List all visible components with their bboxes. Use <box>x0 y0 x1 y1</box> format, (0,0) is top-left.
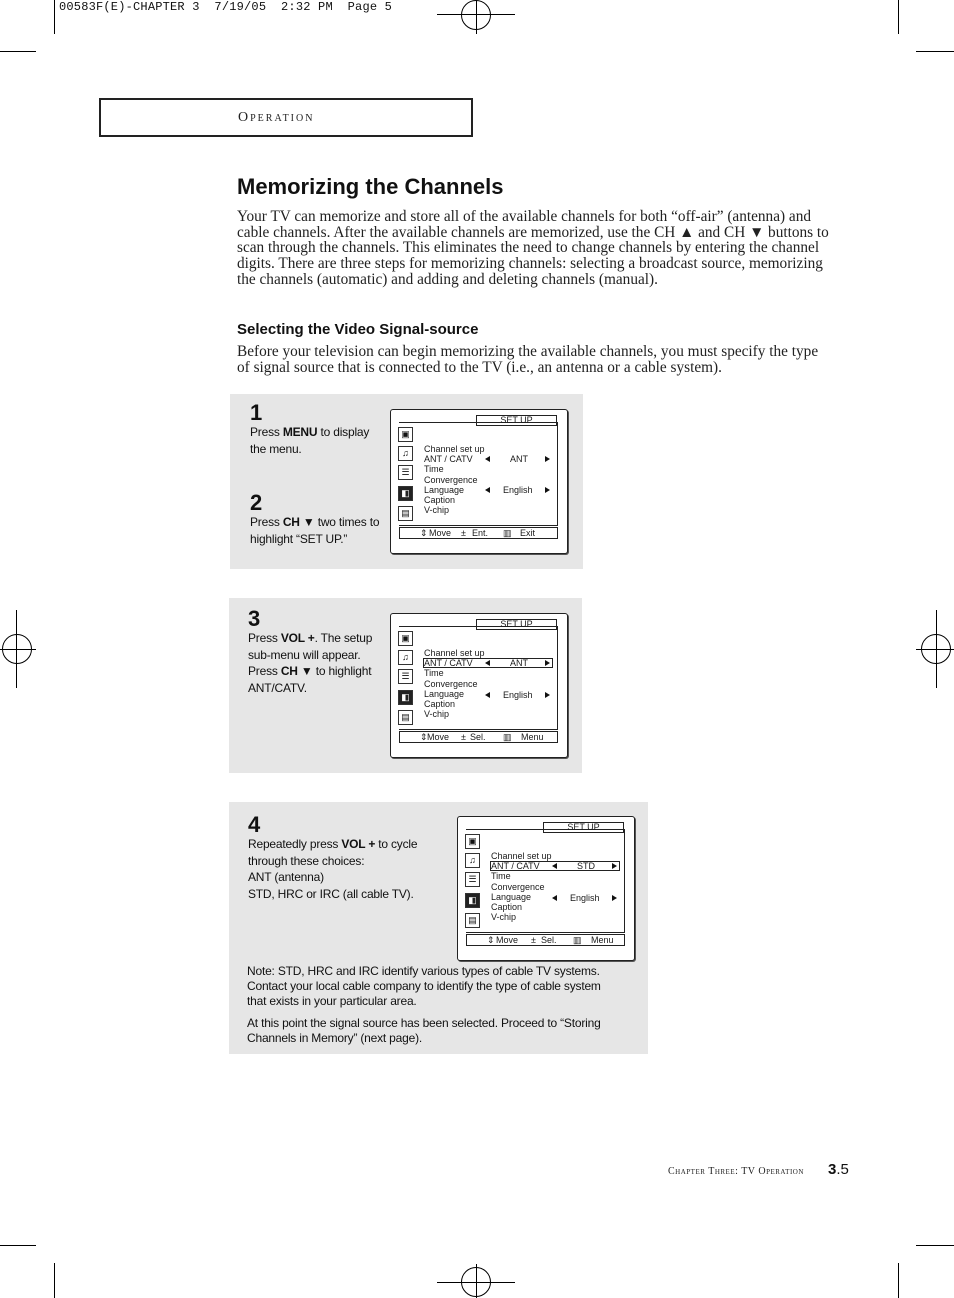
crop-mark <box>916 1245 954 1246</box>
arrow-left-icon <box>485 692 490 698</box>
arrow-right-icon <box>545 487 550 493</box>
crop-mark <box>54 0 55 34</box>
menu-list <box>424 444 485 515</box>
crop-mark <box>0 1245 36 1246</box>
menu-item: Time <box>491 871 511 882</box>
setup-icon: ◧ <box>398 690 413 705</box>
menu-item: Caption <box>491 902 523 913</box>
menu-item: Time <box>424 668 444 679</box>
channel-icon: ☰ <box>398 669 413 684</box>
channel-icon: ☰ <box>465 872 480 887</box>
channel-icon: ☰ <box>398 465 413 480</box>
plus-minus-icon: ± <box>531 935 536 945</box>
menu-footer <box>399 527 558 539</box>
crop-mark <box>898 1263 899 1298</box>
crop-mark <box>54 1263 55 1298</box>
arrow-left-icon <box>552 895 557 901</box>
crop-mark <box>0 51 36 52</box>
menu-item: Caption <box>424 699 456 710</box>
footer-move: Move <box>496 935 519 945</box>
conclusion-text: At this point the signal source has been selected. Proceed to “Storing Channels in Memory” (next page). <box>247 1016 601 1045</box>
menu-item: Language <box>424 484 465 495</box>
picture-icon: ▣ <box>398 427 413 442</box>
footer-exit: Exit <box>520 528 536 538</box>
menu-item: ANT / CATV <box>491 861 540 872</box>
menu-item: V-chip <box>491 912 517 923</box>
footer-move: Move <box>427 732 450 742</box>
page-title: Memorizing the Channels <box>237 174 504 199</box>
step-4-text: Repeatedly press VOL + to cycle through these choices: ANT (antenna) STD, HRC or IRC (all cable TV). <box>248 836 438 902</box>
step-number: 1 <box>250 400 263 425</box>
menu-item: ANT / CATV <box>424 658 473 669</box>
footer-select: Sel. <box>541 935 557 945</box>
language-value: English <box>570 893 600 903</box>
crop-mark <box>916 51 954 52</box>
picture-icon: ▣ <box>465 834 480 849</box>
picture-icon: ▣ <box>398 631 413 646</box>
menu-item: Convergence <box>424 474 478 485</box>
section-label: Operation <box>238 110 315 125</box>
language-value: English <box>503 485 533 495</box>
arrow-right-icon <box>612 863 617 869</box>
setup-header: SET UP <box>543 822 624 833</box>
page-number: 3.5 <box>828 1161 849 1178</box>
tv-menu-screen <box>390 613 568 758</box>
arrow-right-icon <box>545 692 550 698</box>
menu-footer <box>466 934 625 946</box>
menu-item: ANT / CATV <box>424 454 473 465</box>
footer-enter: Ent. <box>472 528 489 538</box>
setup-header: SET UP <box>476 415 557 426</box>
menu-item: Channel set up <box>424 444 485 454</box>
ant-value: ANT <box>510 658 528 668</box>
arrow-right-icon <box>612 895 617 901</box>
arrow-left-icon <box>552 863 557 869</box>
setup-icon: ◧ <box>398 486 413 501</box>
footer-menu: Menu <box>521 732 544 742</box>
input-icon: ▤ <box>398 506 413 521</box>
menu-item: Convergence <box>424 678 478 689</box>
arrow-right-icon <box>545 660 550 666</box>
arrow-left-icon <box>485 487 490 493</box>
footer-move: Move <box>429 528 452 538</box>
language-value: English <box>503 690 533 700</box>
move-icon: ⇕ <box>487 935 495 945</box>
sound-icon: ♫ <box>398 650 413 665</box>
printer-slug: 00583F(E)-CHAPTER 3 7/19/05 2:32 PM Page 5 <box>59 0 393 14</box>
menu-footer <box>399 731 558 743</box>
step-2-text: Press CH ▼ two times to highlight “SET UP.” <box>250 515 380 546</box>
menu-icon: ▥ <box>503 528 512 538</box>
menu-list <box>491 851 552 922</box>
plus-minus-icon: ± <box>461 732 466 742</box>
step-number: 2 <box>250 490 263 515</box>
sound-icon: ♫ <box>398 446 413 461</box>
arrow-left-icon <box>485 660 490 666</box>
sub-intro-paragraph: Before your television can begin memorizing the available channels, you must specify the type of signal source that is connected to the TV (i.e., an antenna or a cable system). <box>237 343 819 376</box>
choice-cable: STD, HRC or IRC (all cable TV). <box>248 886 414 901</box>
input-icon: ▤ <box>398 710 413 725</box>
menu-item: Channel set up <box>491 851 552 861</box>
menu-item: Language <box>491 891 532 902</box>
subheading: Selecting the Video Signal-source <box>237 321 479 338</box>
footer-select: Sel. <box>470 732 486 742</box>
ant-value: STD <box>577 861 595 871</box>
note-text: Note: STD, HRC and IRC identify various types of cable TV systems. Contact your local cable company to identify the type of cable system that exists in your particular area. <box>247 964 601 1008</box>
menu-item: Time <box>424 464 444 475</box>
step-number: 3 <box>248 606 261 631</box>
step-number: 4 <box>248 812 261 837</box>
footer-menu: Menu <box>591 935 614 945</box>
tv-menu-screen <box>457 816 635 961</box>
setup-header: SET UP <box>476 619 557 630</box>
input-icon: ▤ <box>465 913 480 928</box>
arrow-left-icon <box>485 456 490 462</box>
sound-icon: ♫ <box>465 853 480 868</box>
move-icon: ⇕ <box>420 528 428 538</box>
step-1-text: Press MENU to display the menu. <box>250 425 370 456</box>
chapter-footer: Chapter Three: TV Operation <box>668 1166 804 1177</box>
menu-icon: ▥ <box>503 732 512 742</box>
intro-paragraph: Your TV can memorize and store all of the available channels for both “off-air” (antenna) and cable channels. After the available channels are memorized, use the CH ▲ and CH ▼ buttons to scan through the channels. This eliminates the need to change channels by entering the channel digits. There are three steps for memorizing channels: selecting a broadcast source, memorizing the channels (automatic) and adding and deleting channels (manual). <box>237 208 829 288</box>
tv-menu-screen <box>390 409 568 554</box>
ant-value: ANT <box>510 454 528 464</box>
menu-list <box>424 648 485 719</box>
menu-item: Caption <box>424 495 456 506</box>
plus-minus-icon: ± <box>461 528 466 538</box>
arrow-right-icon <box>545 456 550 462</box>
menu-item: Convergence <box>491 881 545 892</box>
choice-ant: ANT (antenna) <box>248 870 324 884</box>
menu-item: V-chip <box>424 709 450 720</box>
move-icon: ⇕ <box>420 732 428 742</box>
menu-icon: ▥ <box>573 935 582 945</box>
crop-mark <box>898 0 899 34</box>
setup-icon: ◧ <box>465 893 480 908</box>
section-header <box>99 98 473 137</box>
step-3-text: Press VOL +. The setup sub-menu will appear. Press CH ▼ to highlight ANT/CATV. <box>248 631 373 695</box>
menu-item: Language <box>424 688 465 699</box>
menu-item: V-chip <box>424 505 450 516</box>
menu-item: Channel set up <box>424 648 485 658</box>
